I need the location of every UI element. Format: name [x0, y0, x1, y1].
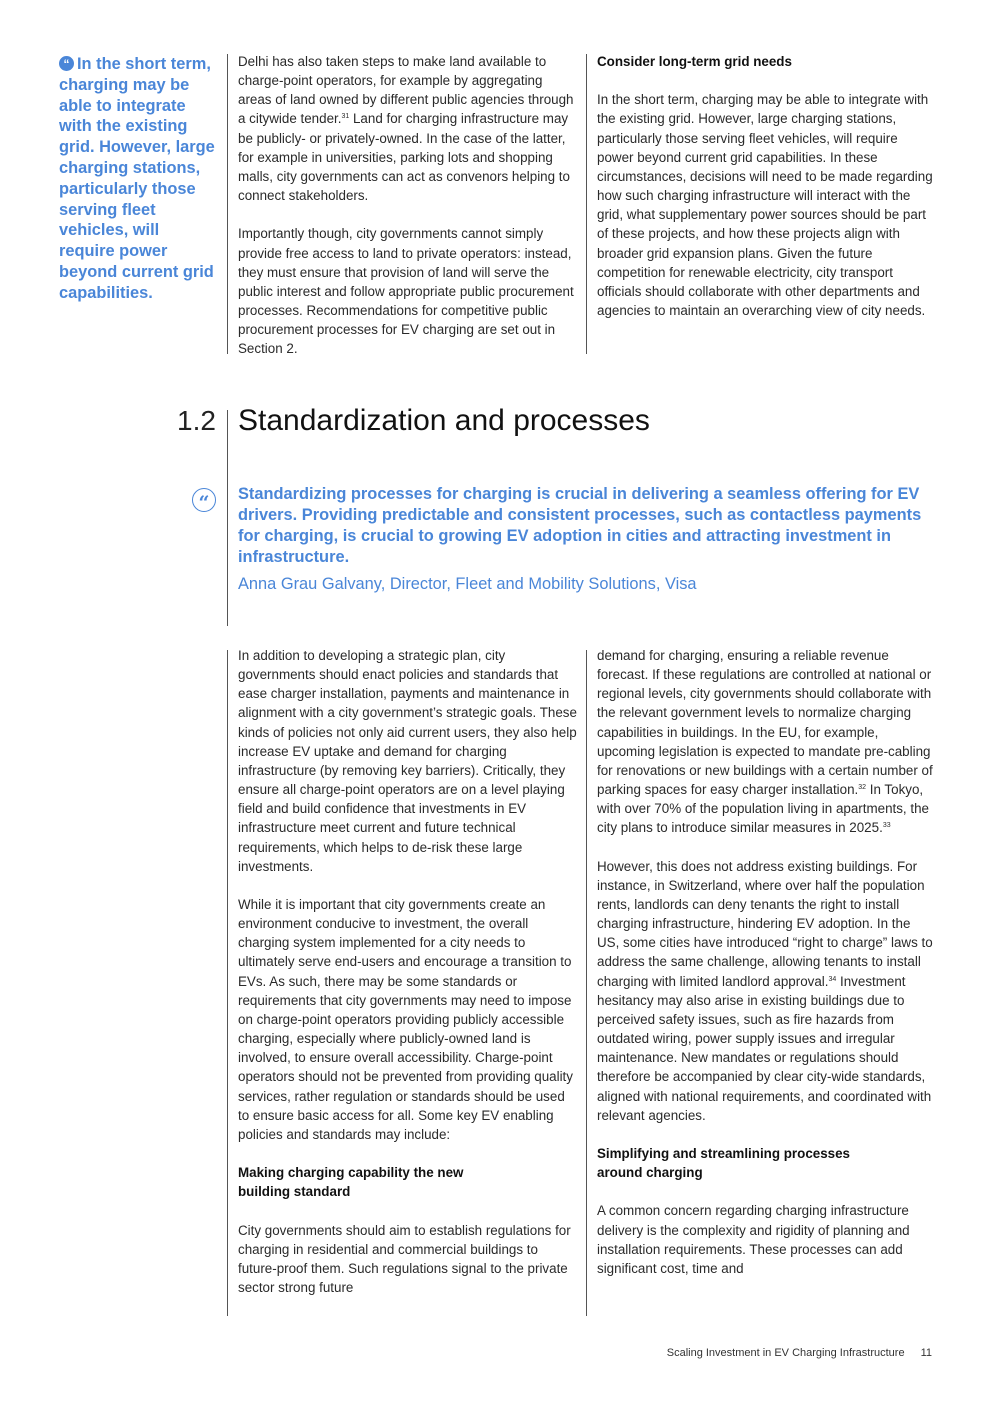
- footnote-ref: 34: [828, 975, 837, 983]
- paragraph: City governments should aim to establish regulations for charging in residential and commercial buildings to future-proof them. Such regulations signal to the private sector strong future: [238, 1222, 571, 1296]
- top-column-1: [238, 52, 578, 358]
- sidebar-pull-quote-text: In the short term, charging may be able to integrate with the existing grid. However, large charging stations, particularly those serving fleet vehicles, will require power beyond current grid capabilities.: [59, 55, 215, 302]
- section-rule: [227, 410, 228, 626]
- quote-text: Standardizing processes for charging is crucial in delivering a seamless offering for EV drivers. Providing predictable and consistent processes, such as contactless payments for charging, is crucial to growing EV adoption in cities and attracting investment in infrastructure.: [238, 485, 922, 566]
- footnote-ref: 31: [341, 113, 350, 121]
- paragraph: Delhi has also taken steps to make land available to charge-point operators, for example by aggregating areas of land owned by different public agencies through a citywide tender.$^{31}$ Land for charging infrastructure may be publicly- or privately-owned. In the case of the latter, for example in universities, parking lots and shopping malls, city governments can act as convenors helping to connect stakeholders.: [238, 54, 574, 204]
- footer: [667, 1347, 932, 1359]
- paragraph: In addition to developing a strategic plan, city governments should enact policies and standards that ease charger installation, payments and maintenance in alignment with a city government’s strategic goals. These kinds of policies not only aid current users, they also help increase EV uptake and demand for charging infrastructure (by removing key barriers). Critically, they ensure all charge-point operators are on a level playing field and build confidence that investments in EV infrastructure meet current and future technical requirements, which helps to de-risk these large investments.: [238, 648, 577, 874]
- main-column-2: [597, 646, 933, 1278]
- main-column-1: [238, 646, 578, 1297]
- footer-title: Scaling Investment in EV Charging Infrastructure: [666, 1347, 905, 1359]
- paragraph: A common concern regarding charging infrastructure delivery is the complexity and rigidity of planning and installation requirements. These processes can add significant cost, time and: [597, 1203, 910, 1276]
- quote-mark-icon: “: [192, 488, 216, 512]
- quote-block: [238, 484, 928, 595]
- subheading: Making charging capability the new building standard: [238, 1165, 464, 1200]
- section-title: Standardization and processes: [238, 404, 650, 437]
- paragraph: demand for charging, ensuring a reliable revenue forecast. If these regulations are controlled at national or regional levels, city governments should collaborate with the relevant government levels to normalize charging capabilities in buildings. In the EU, for example, upcoming legislation is expected to mandate pre-cabling for renovations or new buildings with a certain number of parking spaces for easy charger installation.$^{32}$ In Tokyo, with over 70% of the population living in apartments, the city plans to introduce similar measures in 2025.33: [597, 648, 933, 836]
- column-rule: [227, 54, 228, 354]
- column-rule: [227, 650, 228, 1316]
- paragraph: While it is important that city governments create an environment conducive to investment, the overall charging system implemented for a city needs to ultimately serve end-users and encourage a transition to EVs. As such, there may be some standards or requirements that city governments may need to impose on charge-point operators providing publicly accessible charging, especially where publicly-owned land is involved, to ensure overall accessibility. Charge-point operators should not be prevented from providing quality services, rather regulation or standards should be used to ensure basic access for all. Some key EV enabling policies and standards may include:: [238, 897, 573, 1142]
- column-rule: [586, 650, 587, 1316]
- paragraph: Importantly though, city governments cannot simply provide free access to land to private operators: instead, they must ensure that provision of land will serve the public interest and follow appropriate public procurement processes. Recommendations for competitive public procurement processes for EV charging are set out in Section 2.: [238, 226, 574, 357]
- quote-attribution: Anna Grau Galvany, Director, Fleet and Mobility Solutions, Visa: [238, 575, 697, 593]
- section-number: 1.2: [177, 405, 216, 436]
- paragraph: In the short term, charging may be able to integrate with the existing grid. However, large charging stations, particularly those serving fleet vehicles, will require power beyond current grid capabilities. In these circumstances, decisions will need to be made regarding how such charging infrastructure will interact with the grid, what supplementary power sources should be part of these projects, and how these projects align with broader grid expansion plans. Given the future competition for renewable electricity, city transport officials should collaborate with other departments and agencies to maintain an overarching view of city needs.: [597, 92, 933, 319]
- sidebar-pull-quote: [59, 54, 219, 304]
- column-rule: [586, 54, 587, 354]
- footnote-ref: 33: [882, 822, 891, 830]
- subheading: Simplifying and streamlining processes around charging: [597, 1146, 851, 1181]
- subheading: Consider long-term grid needs: [597, 54, 792, 69]
- quote-icon: “: [59, 56, 74, 71]
- footnote-ref: 32: [858, 784, 867, 792]
- top-column-2: [597, 52, 933, 320]
- page-number: 11: [920, 1347, 932, 1359]
- paragraph: However, this does not address existing buildings. For instance, in Switzerland, where over half the population rents, landlords can deny tenants the right to install charging infrastructure, hindering EV adoption. In the US, some cities have introduced “right to charge” laws to address the same challenge, allowing tenants to install charging with limited landlord approval.$^{34}$ Investment hesitancy may also arise in existing buildings due to perceived safety issues, such as fire hazards from outdated wiring, power supply issues and irregular maintenance. New mandates or regulations should therefore be accompanied by clear city-wide standards, aligned with national requirements, and coordinated with relevant agencies.: [597, 858, 933, 1123]
